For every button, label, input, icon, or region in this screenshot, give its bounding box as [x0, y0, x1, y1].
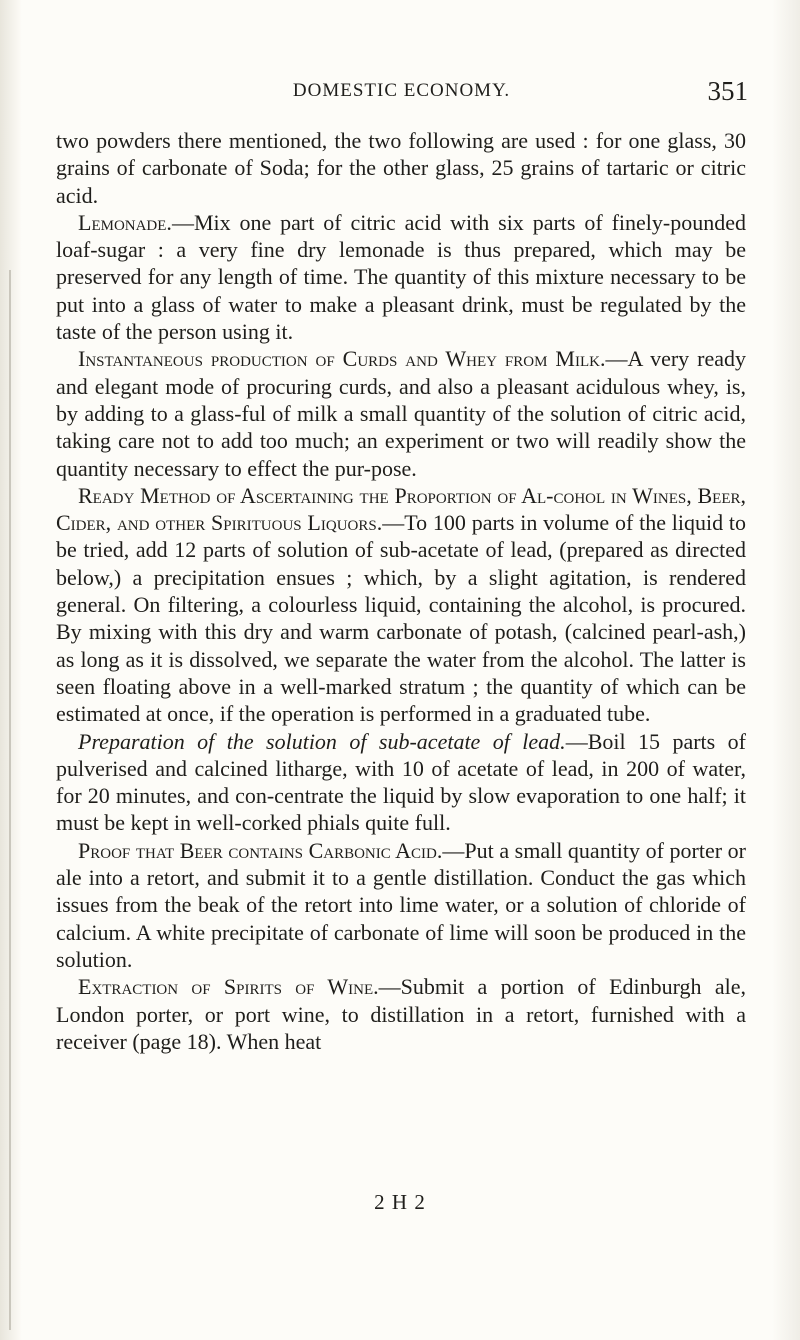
paragraph-text: two powders there mentioned, the two following are used : for one glass, 30 grains of carbonate of Soda; for the other glass, 25 grains of tartaric or citric acid. — [56, 128, 746, 208]
page-number: 351 — [707, 76, 748, 106]
paragraph-text: —Submit a portion of Edinburgh ale, London porter, or port wine, to distillation in a retort, furnished with a receiver (page 18). When heat — [56, 974, 746, 1054]
paragraph-text: —To 100 parts in volume of the liquid to be tried, add 12 parts of solution of sub-acetate of lead, (prepared as directed below,) a precipitation ensues ; which, by a slight agitation, is rendered general. On filtering, a colourless liquid, containing the alcohol, is procured. By mixing with this dry and warm carbonate of potash, (calcined pearl-ash,) as long as it is dissolved, we separate the water from the alcohol. The latter is seen floating above in a well-marked stratum ; the quantity of which can be estimated at once, if the operation is performed in a graduated tube. — [56, 510, 746, 727]
paragraph-sub-acetate-preparation — [56, 728, 746, 837]
paragraph-text: —A very ready and elegant mode of procuring curds, and also a pleasant acidulous whey, is, by adding to a glass-ful of milk a small quantity of the solution of citric acid, taking care not to add too much; an experiment or two will readily show the quantity necessary to effect the pur-pose. — [56, 346, 746, 481]
page-header — [55, 76, 748, 116]
running-head: DOMESTIC ECONOMY. — [292, 80, 511, 101]
paragraph-alcohol-proportion — [56, 482, 746, 728]
binding-edge — [0, 0, 22, 1340]
page-body — [56, 127, 746, 1055]
signature-mark: 2 H 2 — [374, 1190, 426, 1214]
paragraph-carbonic-acid — [56, 837, 746, 973]
paragraph-spirits-of-wine — [56, 973, 746, 1055]
section-heading: Extraction of Spirits of Wine. — [78, 974, 379, 1000]
paragraph-text: —Put a small quantity of porter or ale into a retort, and submit it to a gentle distillation. Conduct the gas which issues from the beak of the retort into lime water, or a solution of chloride of calcium. A white precipitate of carbonate of lime will soon be produced in the solution. — [56, 837, 746, 972]
section-heading: Lemonade. — [78, 209, 172, 235]
paragraph-text: —Boil 15 parts of pulverised and calcined litharge, with 10 of acetate of lead, in 200 of water, for 20 minutes, and con-centrate the liquid by slow evaporation to one half; it must be kept in well-corked phials quite full. — [56, 728, 746, 836]
page-right-shadow — [772, 0, 800, 1340]
section-heading: Ready Method of Ascertaining the Proportion of Al-cohol in Wines, Beer, Cider, and other Spirituous Liquors. — [56, 482, 746, 536]
paragraph-lemonade — [56, 209, 746, 345]
section-heading: Instantaneous production of Curds and Whey from Milk. — [78, 346, 606, 372]
paragraph-text: —Mix one part of citric acid with six parts of finely-pounded loaf-sugar : a very fine dry lemonade is thus prepared, which may be preserved for any length of time. The quantity of this mixture necessary to be put into a glass of water to make a pleasant drink, must be regulated by the taste of the person using it. — [56, 209, 746, 345]
paragraph-continuation — [56, 127, 746, 209]
page-edge-line — [9, 270, 11, 1330]
section-heading: Proof that Beer contains Carbonic Acid. — [78, 837, 443, 863]
paragraph-curds-and-whey — [56, 345, 746, 481]
section-heading: Preparation of the solution of sub-acetate of lead. — [78, 728, 566, 754]
